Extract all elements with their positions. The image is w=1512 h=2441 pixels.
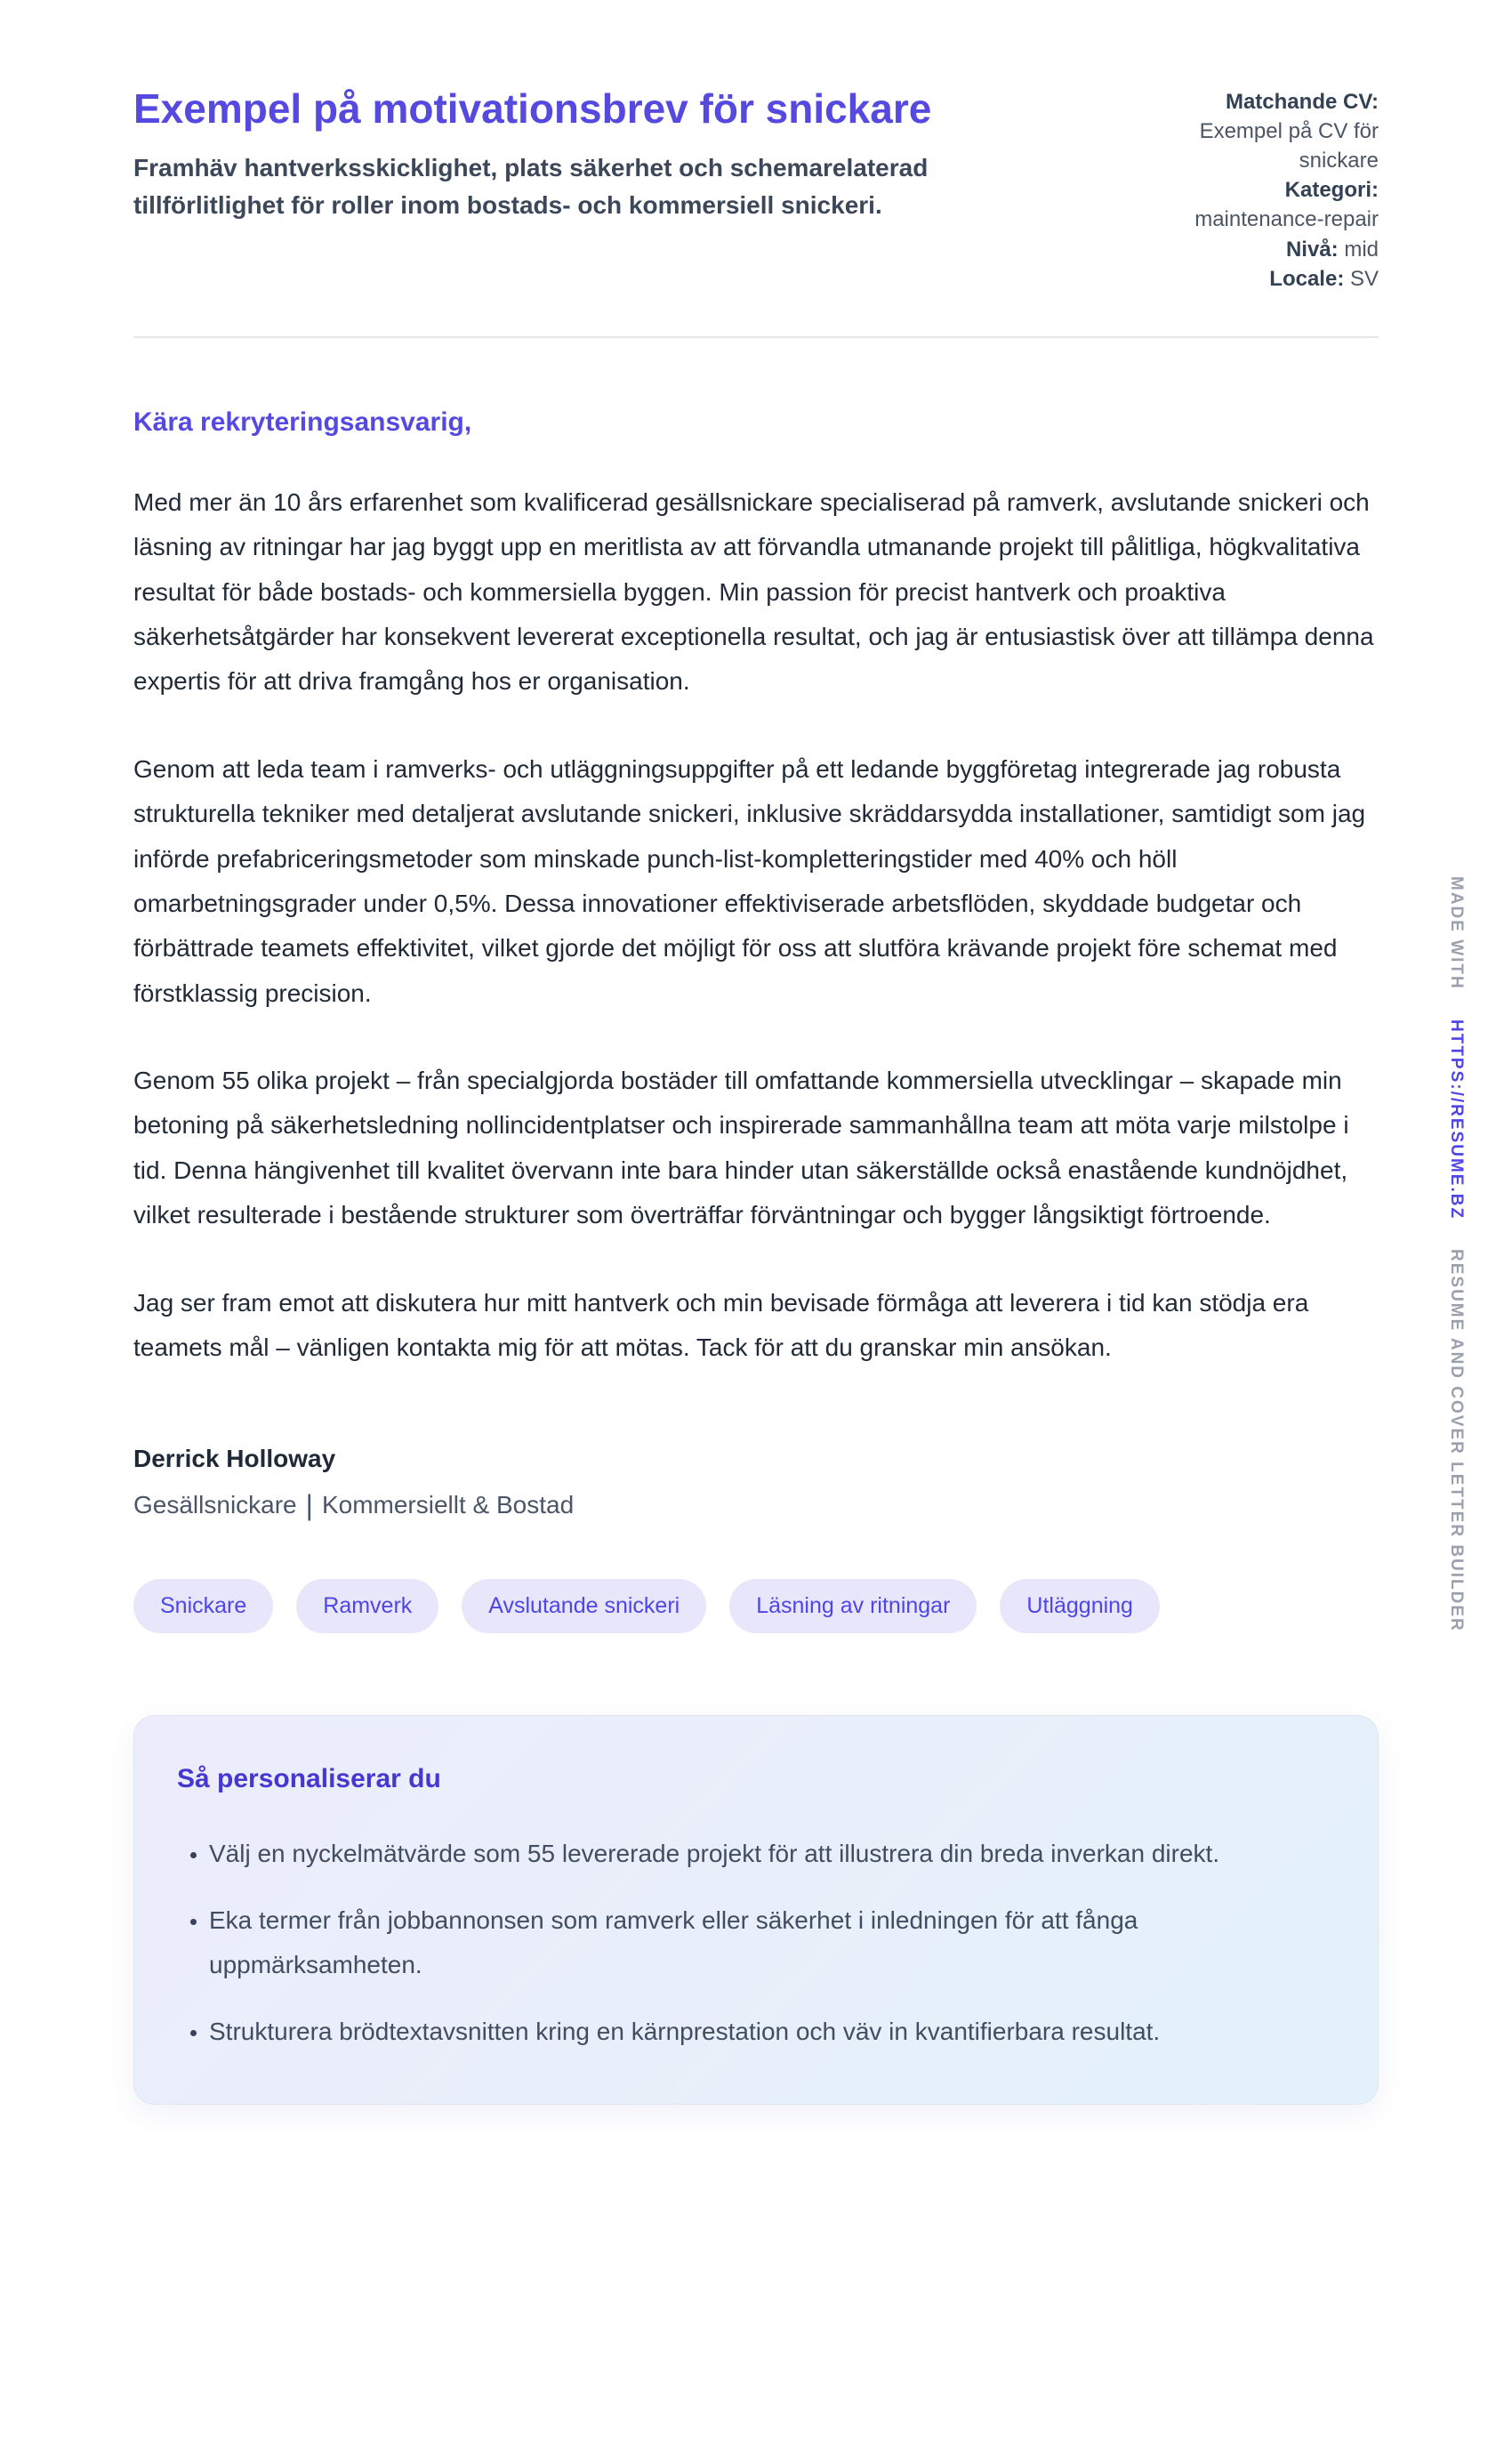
signature-block xyxy=(133,1445,1379,1522)
tag-ramverk[interactable]: Ramverk xyxy=(296,1579,438,1633)
letter-paragraph: Genom att leda team i ramverks- och utläggningsuppgifter på ett ledande byggföretag integrerade jag robusta strukturella tekniker med detaljerat avslutande snickeri, inklusive skräddarsydda installationer, samtidigt som jag införde prefabriceringsmetoder som minskade punch-list-kompletteringstider med 40% och höll omarbetningsgrader under 0,5%. Dessa innovationer effektiviserade arbetsflöden, skyddade budgetar och förbättrade teamets effektivitet, vilket gjorde det möjligt för oss att slutföra krävande projekt före schemat med förstklassig precision. xyxy=(133,754,1366,1007)
page-subtitle: Framhäv hantverksskicklighet, plats säkerhet och schemarelaterad tillförlitlighet för roller inom bostads- och kommersiell snickeri. xyxy=(133,154,929,220)
signature-separator: | xyxy=(305,1489,313,1522)
watermark-prefix: MADE WITH xyxy=(1447,876,1466,990)
signature-name: Derrick Holloway xyxy=(133,1445,336,1473)
meta-level-value: mid xyxy=(1344,237,1379,262)
letter-paragraph: Jag ser fram emot att diskutera hur mitt hantverk och min bevisade förmåga att leverera i tid kan stödja era teamets mål – vänligen kontakta mig för att mötas. Tack för att du granskar min ansökan. xyxy=(133,1288,1309,1362)
header-divider xyxy=(133,336,1379,338)
tips-item: • Strukturera brödtextavsnitten kring en kärnprestation och väv in kvantifierbara resultat. xyxy=(209,2010,1335,2054)
tips-title: Så personaliserar du xyxy=(177,1764,441,1794)
meta-locale-value: SV xyxy=(1349,266,1379,291)
meta-category-value: maintenance-repair xyxy=(1194,207,1379,232)
watermark-suffix: RESUME AND COVER LETTER BUILDER xyxy=(1447,1249,1466,1633)
watermark-link[interactable]: HTTPS://RESUME.BZ xyxy=(1447,1019,1466,1220)
page-title: Exempel på motivationsbrev för snickare xyxy=(133,85,932,132)
skill-tags xyxy=(133,1579,1379,1633)
tips-item: • Välj en nyckelmätvärde som 55 levererade projekt för att illustrera din breda inverkan direkt. xyxy=(209,1832,1335,1876)
signature-role-left: Gesällsnickare xyxy=(133,1491,297,1519)
header xyxy=(133,80,1379,294)
meta-level-row: Nivå: mid xyxy=(1285,237,1379,262)
meta-locale-row: Locale: SV xyxy=(1269,266,1379,291)
letter-paragraph: Med mer än 10 års erfarenhet som kvalificerad gesällsnickare specialiserad på ramverk, avslutande snickeri och läsning av ritningar har jag byggt upp en meritlista av att förvandla utmanande projekt till pålitliga, högkvalitativa resultat för både bostads- och kommersiella byggen. Min passion för precist hantverk och proaktiva säkerhetsåtgärder har konsekvent levererat exceptionella resultat, och jag är entusiastisk över att tillämpa denna expertis för att driva framgång hos er organisation. xyxy=(133,487,1374,696)
meta-matching-cv-value: Exempel på CV för snickare xyxy=(1199,119,1379,173)
header-left xyxy=(133,80,1076,224)
watermark xyxy=(1446,876,1466,1632)
meta-panel xyxy=(1121,80,1379,294)
tag-snickare[interactable]: Snickare xyxy=(133,1579,273,1633)
tag-utlaggning[interactable]: Utläggning xyxy=(1000,1579,1160,1633)
personalization-tips-box xyxy=(133,1715,1379,2105)
tag-avslutande-snickeri[interactable]: Avslutande snickeri xyxy=(462,1579,706,1633)
meta-matching-cv-label: Matchande CV: xyxy=(1225,90,1379,114)
letter-paragraph: Genom 55 olika projekt – från specialgjorda bostäder till omfattande kommersiella utvecklingar – skapade min betoning på säkerhetsledning nollincidentplatser och inspirerade sammanhållna team att möta varje milstolpe i tid. Denna hängivenhet till kvalitet övervann inte bara hinder utan säkerställde också enastående kundnöjdhet, vilket resulterade i bestående strukturer som överträffar förväntningar och bygger långsiktigt förtroende. xyxy=(133,1067,1349,1229)
tag-lasning-av-ritningar[interactable]: Läsning av ritningar xyxy=(729,1579,977,1633)
tips-list xyxy=(177,1832,1335,2054)
signature-role xyxy=(133,1489,1379,1522)
signature-role-right: Kommersiellt & Bostad xyxy=(321,1491,575,1519)
letter-greeting: Kära rekryteringsansvarig, xyxy=(133,407,472,437)
tips-item: • Eka termer från jobbannonsen som ramverk eller säkerhet i inledningen för att fånga uppmärksamheten. xyxy=(209,1898,1335,1988)
meta-category-label: Kategori: xyxy=(1284,178,1379,203)
